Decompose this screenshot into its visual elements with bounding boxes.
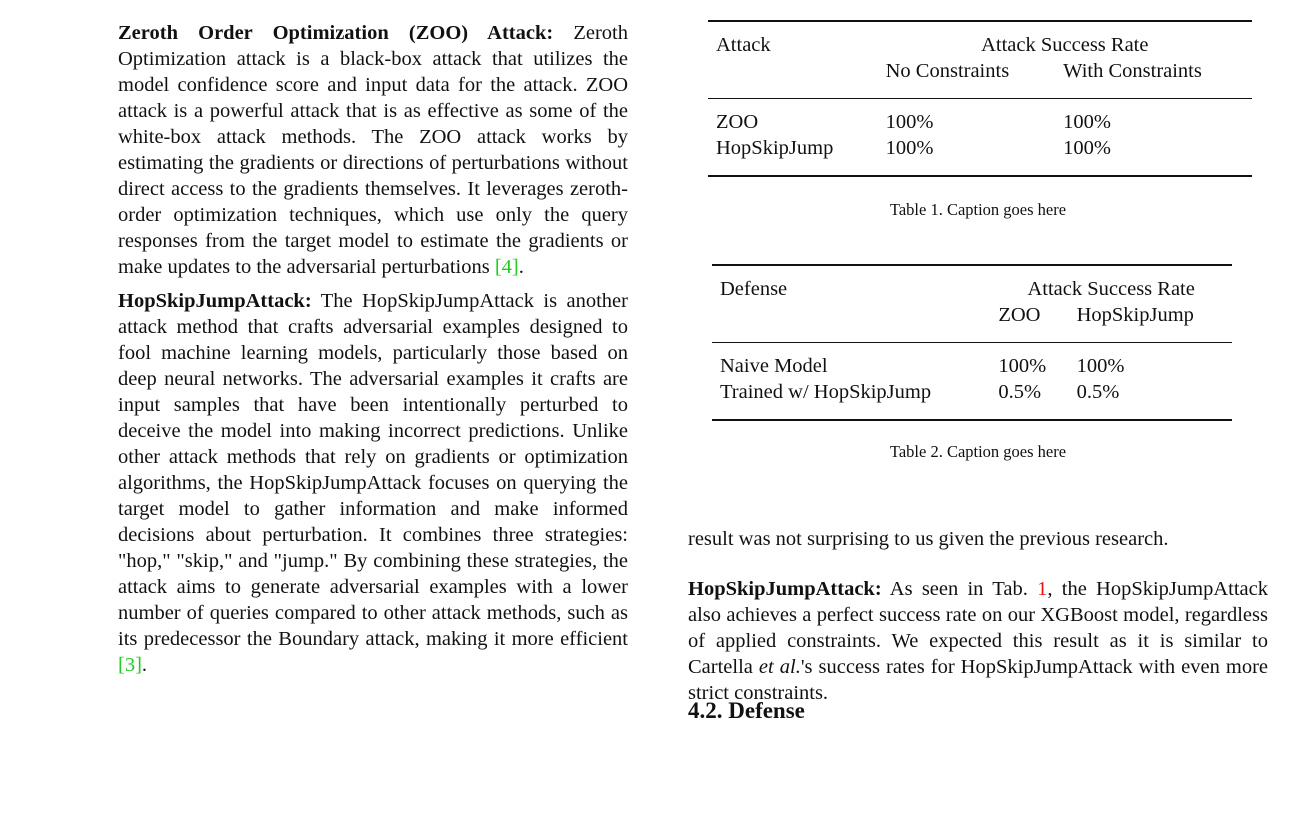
zoo-heading: Zeroth Order Optimization (ZOO) Attack: xyxy=(118,22,554,44)
table-ref-link[interactable]: 1 xyxy=(1037,578,1048,600)
table-cell: 0.5% xyxy=(998,381,1042,403)
hsj-result-paragraph xyxy=(688,576,1268,706)
hsj-paragraph xyxy=(118,288,628,678)
table-cell: 100% xyxy=(1063,111,1111,133)
section-heading: 4.2. Defense xyxy=(688,698,805,723)
table-row xyxy=(712,343,1232,380)
table-group-header: Attack Success Rate xyxy=(1027,278,1195,300)
table-caption: Table 2. Caption goes here xyxy=(889,442,1067,461)
table-caption: Table 1. Caption goes here xyxy=(889,200,1067,219)
left-column xyxy=(118,20,628,678)
table-row xyxy=(708,135,1252,176)
table-2 xyxy=(712,264,1232,421)
hsj-result-text: 's success rates for HopSkipJumpAttack with even more strict constraints. xyxy=(688,656,1268,704)
hsj-heading: HopSkipJumpAttack: xyxy=(118,290,312,312)
table-header: Attack xyxy=(716,34,771,56)
table-cell: 100% xyxy=(885,137,934,159)
table-cell: 100% xyxy=(1076,355,1125,377)
table-subheader: With Constraints xyxy=(1063,60,1202,82)
hsj-body: The HopSkipJumpAttack is another attack method that crafts adversarial examples designed to fool machine learning models, particularly those based on deep neural networks. The adversarial examples it crafts are input samples that have been intentionally perturbed to deceive the model into making incorrect predictions. Unlike other attack methods that rely on gradients or optimization algorithms, the HopSkipJumpAttack focuses on querying the target model to gather information and make informed decisions about perturbation. It combines three strategies: "hop," "skip," and "jump." By combining these strategies, the attack aims to generate adversarial examples with a lower number of queries compared to other attack methods, such as its predecessor the Boundary attack, making it more efficient xyxy=(118,290,628,650)
zoo-end: . xyxy=(518,256,524,278)
table-cell: 100% xyxy=(998,355,1047,377)
table-cell: Naive Model xyxy=(720,355,828,377)
table-cell: Trained w/ HopSkipJump xyxy=(720,381,932,403)
hsj-result-text: , the HopSkipJumpAttack also achieves a perfect success rate on our XGBoost model, regardless of applied constraints. We expected this result as it is similar to Cartella xyxy=(688,578,1269,678)
hsj-result-text: As seen in Tab. xyxy=(881,578,1038,600)
table-1 xyxy=(708,20,1252,177)
table-cell: 0.5% xyxy=(1076,381,1120,403)
citation-link[interactable]: [4] xyxy=(494,256,519,278)
right-column xyxy=(688,20,1268,810)
table-subheader: No Constraints xyxy=(885,60,1010,82)
table-row xyxy=(712,379,1232,420)
zoo-body: Zeroth Optimization attack is a black-box attack that utilizes the model confidence score and input data for the attack. ZOO attack is a powerful attack that is as effective as some of the white-box attack methods. The ZOO attack works by estimating the gradients or directions of perturbations without direct access to the gradients themselves. It leverages zeroth-order optimization techniques, which use only the query responses from the target model to estimate the gradients or make updates to the adversarial perturbations xyxy=(118,22,628,278)
hsj-end: . xyxy=(141,654,148,676)
hsj-result-heading: HopSkipJumpAttack: xyxy=(688,578,882,600)
citation-link[interactable]: [3] xyxy=(118,654,142,676)
table-subheader: HopSkipJump xyxy=(1076,304,1194,326)
table-subheader: ZOO xyxy=(998,304,1041,326)
et-al: et al. xyxy=(758,656,801,678)
table-cell: HopSkipJump xyxy=(716,137,834,159)
table-cell: 100% xyxy=(1063,137,1111,159)
continued-line: result was not surprising to us given the previous research. xyxy=(688,528,1169,550)
table-group-header: Attack Success Rate xyxy=(981,34,1149,56)
table-row xyxy=(708,99,1252,136)
table-cell: 100% xyxy=(885,111,934,133)
table-cell: ZOO xyxy=(716,111,759,133)
zoo-paragraph xyxy=(118,20,628,280)
table-header: Defense xyxy=(720,278,788,300)
